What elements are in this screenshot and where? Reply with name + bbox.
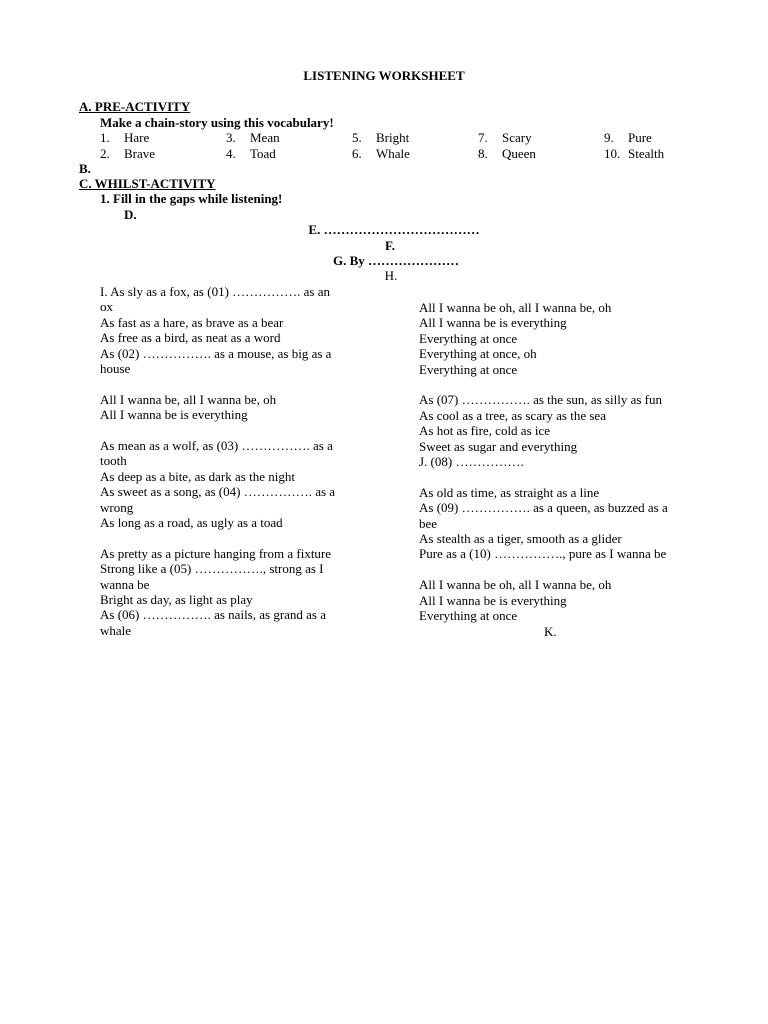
lyric-line: As deep as a bite, as dark as the night <box>100 468 295 484</box>
heading-f: F. <box>385 238 395 253</box>
section-a-instruction: Make a chain-story using this vocabulary! <box>100 115 334 130</box>
lyric-line: As stealth as a tiger, smooth as a glider <box>419 531 622 547</box>
heading-d: D. <box>124 207 137 222</box>
lyric-line: house <box>100 361 131 377</box>
lyric-line: Pure as a (10) ……………., pure as I wanna be <box>419 546 667 562</box>
vocab-word: Brave <box>124 146 156 161</box>
lyric-line: Everything at once <box>419 608 518 624</box>
lyric-line: All I wanna be is everything <box>419 315 567 331</box>
lyric-line: All I wanna be, all I wanna be, oh <box>100 391 277 407</box>
lyric-line: As (09) ……………. as a queen, as buzzed as a <box>419 500 668 516</box>
stanza-gap <box>100 423 390 438</box>
vocab-word: Mean <box>250 130 280 145</box>
vocab-number: 9. <box>604 130 614 145</box>
vocab-number: 6. <box>352 146 362 161</box>
lyric-line: Sweet as sugar and everything <box>419 438 578 454</box>
vocab-item <box>226 130 280 145</box>
heading-e: E. ……………………………… <box>308 222 480 237</box>
vocab-item <box>604 130 652 145</box>
lyric-line: All I wanna be oh, all I wanna be, oh <box>419 300 612 315</box>
vocab-number: 5. <box>352 130 362 145</box>
vocab-word: Scary <box>502 130 532 145</box>
lyric-line: All I wanna be is everything <box>100 407 248 423</box>
vocab-word: Bright <box>376 130 410 145</box>
vocab-word: Pure <box>628 130 652 145</box>
lyric-line: Everything at once <box>419 330 518 346</box>
vocab-item <box>352 146 410 161</box>
section-a-heading: A. PRE-ACTIVITY <box>79 99 191 114</box>
vocab-number: 10. <box>604 146 621 161</box>
vocab-number: 3. <box>226 130 236 145</box>
lyric-line: As cool as a tree, as scary as the sea <box>419 407 606 423</box>
vocab-number: 7. <box>478 130 488 145</box>
vocab-number: 4. <box>226 146 236 161</box>
lyric-line: As mean as a wolf, as (03) ……………. as a <box>100 438 333 454</box>
lyric-line: wrong <box>100 499 134 515</box>
vocab-item <box>100 146 155 161</box>
lyrics-right-column <box>419 300 709 623</box>
stanza-gap <box>100 530 390 545</box>
lyric-line: As fast as a hare, as brave as a bear <box>100 314 284 330</box>
heading-k: K. <box>544 624 557 639</box>
lyric-line: As long as a road, as ugly as a toad <box>100 515 283 531</box>
stanza-gap <box>419 377 709 392</box>
vocab-word: Toad <box>250 146 276 161</box>
vocab-item <box>352 130 409 145</box>
vocab-word: Whale <box>376 146 410 161</box>
lyric-line: ox <box>100 299 113 315</box>
section-c-task: 1. Fill in the gaps while listening! <box>100 191 283 206</box>
lyric-line: As old as time, as straight as a line <box>419 484 600 500</box>
section-c-heading: C. WHILST-ACTIVITY <box>79 176 216 191</box>
vocab-item <box>100 130 149 145</box>
lyric-line: J. (08) ……………. <box>419 454 524 470</box>
vocab-word: Hare <box>124 130 150 145</box>
vocab-item <box>226 146 276 161</box>
lyrics-left-column <box>100 284 390 638</box>
lyric-line: As (07) ……………. as the sun, as silly as fun <box>419 392 663 408</box>
lyric-line: As hot as fire, cold as ice <box>419 423 551 439</box>
stanza-gap <box>419 469 709 484</box>
lyric-line: Everything at once <box>419 361 518 377</box>
lyric-line: tooth <box>100 453 127 469</box>
lyric-line: As (02) ……………. as a mouse, as big as a <box>100 345 332 361</box>
vocab-number: 1. <box>100 130 110 145</box>
section-b-heading: B. <box>79 161 91 176</box>
stanza-gap <box>419 562 709 577</box>
vocab-word: Stealth <box>628 146 665 161</box>
lyric-line: Strong like a (05) ……………., strong as I <box>100 561 324 577</box>
lyric-line: All I wanna be oh, all I wanna be, oh <box>419 577 612 593</box>
vocab-number: 8. <box>478 146 488 161</box>
vocab-item <box>478 130 532 145</box>
lyric-line: I. As sly as a fox, as (01) ……………. as an <box>100 284 330 299</box>
vocab-word: Queen <box>502 146 536 161</box>
stanza-gap <box>100 376 390 391</box>
vocab-number: 2. <box>100 146 110 161</box>
lyric-line: Everything at once, oh <box>419 346 537 362</box>
lyric-line: Bright as day, as light as play <box>100 592 253 608</box>
lyric-line: All I wanna be is everything <box>419 592 567 608</box>
page-title: LISTENING WORKSHEET <box>303 68 465 83</box>
lyric-line: wanna be <box>100 576 150 592</box>
heading-g: G. By ………………… <box>332 253 460 268</box>
lyric-line: As free as a bird, as neat as a word <box>100 330 281 346</box>
lyric-line: bee <box>419 515 438 531</box>
heading-h: H. <box>384 268 398 283</box>
vocab-item <box>478 146 536 161</box>
vocab-item <box>604 146 664 161</box>
lyric-line: As sweet as a song, as (04) ……………. as a <box>100 484 336 500</box>
lyric-line: As pretty as a picture hanging from a fixture <box>100 545 332 561</box>
lyric-line: whale <box>100 622 132 638</box>
lyric-line: As (06) ……………. as nails, as grand as a <box>100 607 327 623</box>
